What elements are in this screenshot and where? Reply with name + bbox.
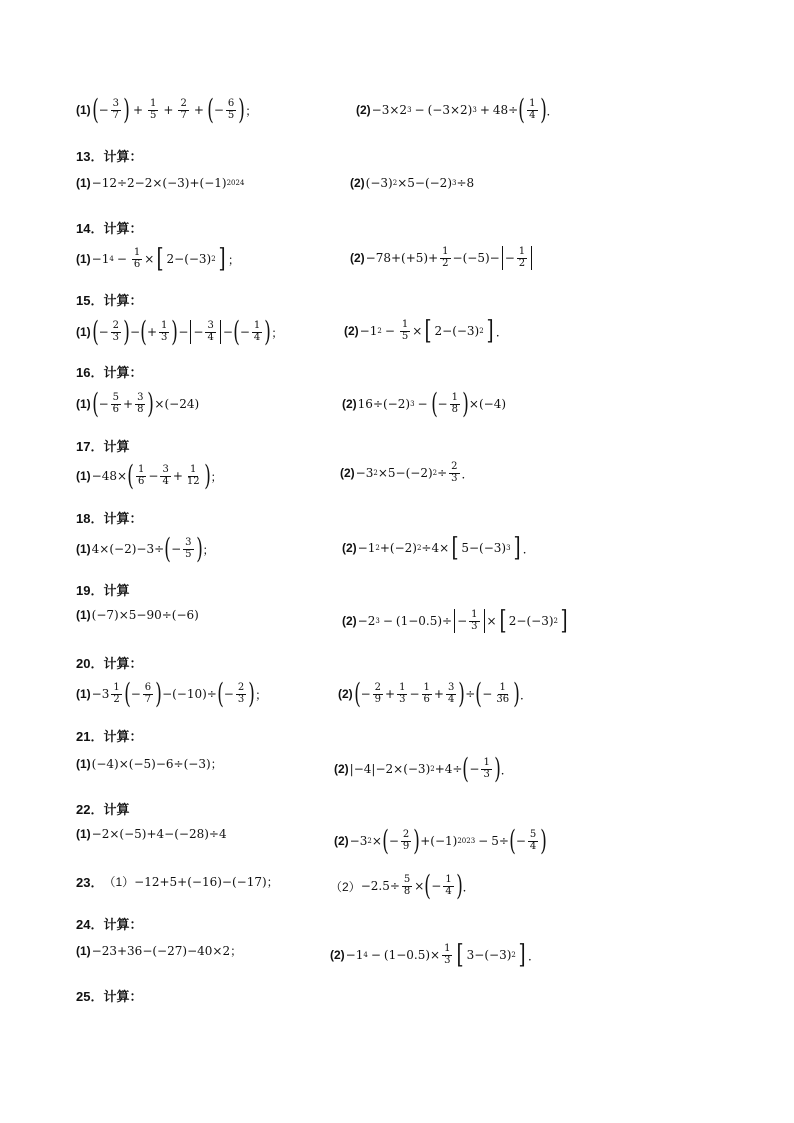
q23-part1: 23． （1） −12+5+(−16)−(−17) ； [76, 872, 279, 891]
heading-16: 16．计算： [76, 365, 143, 380]
end-mark: ； [266, 875, 279, 889]
heading-14: 14．计算： [76, 221, 143, 236]
part-label: (2) [338, 687, 353, 701]
part-label: (2) [350, 251, 365, 265]
q24-part1: (1) −23+36−(−27)−40×2 ； [76, 943, 243, 958]
end-mark: ； [210, 469, 223, 484]
q17-part1: (1) −48× ( 1 6 − 3 4 + 1 12 ) ； [76, 459, 223, 492]
q20-part2: (2) ( − 2 9 + 1 3 − 1 6 + 3 4 ) ÷ ( − 1 36 ) ． [338, 677, 533, 710]
end-mark: ． [462, 879, 475, 894]
part-label: （2） [330, 879, 361, 894]
end-mark: ． [546, 103, 559, 118]
q17-part2: (2) −3 2 ×5−(−2) 2 ÷ 2 3 ． [340, 461, 474, 484]
heading-23: 23． [76, 875, 104, 890]
part-label: (2) [334, 834, 349, 848]
q22-part2: (2) −3 2 × ( − 2 9 ) +(−1) 2023 − 5÷ ( − 5 4 ) [334, 824, 548, 857]
q20-part1: (1) −3 1 2 ( − 6 7 ) −(−10)÷ ( − 2 3 ) ； [76, 677, 268, 710]
part-label: (1) [76, 397, 91, 411]
end-mark: ． [461, 466, 474, 481]
part-label: (2) [342, 614, 357, 628]
part-label: (2) [330, 948, 345, 962]
q14-part2: (2) −78+(+5)+ 1 2 −(−5)− − 1 2 [350, 246, 534, 270]
heading-17: 17．计算 [76, 439, 130, 454]
heading-18: 18．计算： [76, 511, 143, 526]
part-label: (1) [76, 827, 91, 841]
part-label: (2) [350, 176, 365, 190]
part-label: (2) [344, 324, 359, 338]
q13-part2: (2) (−3) 2 ×5−(−2) 3 ÷8 [350, 176, 475, 190]
end-mark: ； [230, 944, 243, 958]
part-label: (2) [334, 762, 349, 776]
heading-13: 13．计算： [76, 149, 143, 164]
part-label: (1) [76, 756, 91, 771]
q21-part1: (1) (−4)×(−5)−6÷(−3) ； [76, 756, 223, 771]
q16-part1: (1) ( − 5 6 + 3 8 ) ×(−24) [76, 387, 200, 420]
part-label: (1) [76, 608, 91, 622]
part-label: （1） [103, 875, 135, 889]
q24-part2: (2) −1 4 − (1−0.5)× $\frac{1}{3}$ [ 3−(−3) 2 ] ． [330, 940, 541, 970]
end-mark: ． [520, 687, 533, 702]
end-mark: ． [500, 762, 513, 777]
part-label: (1) [76, 325, 91, 339]
end-mark: ； [255, 687, 268, 702]
end-mark: ． [522, 541, 535, 556]
q15-part2: (2) −1 2 − $\frac{1}{5}$ × [ 2−(−3) 2 ] ． [344, 316, 508, 346]
q18-part2: (2) −1 2 +(−2) 2 ÷4× [ 5−(−3) 3 ] ． [342, 533, 535, 563]
q18-part1: (1) 4×(−2)−3÷ ( − 3 5 ) ； [76, 532, 215, 565]
heading-19: 19．计算 [76, 583, 130, 598]
heading-22: 22．计算 [76, 802, 130, 817]
q15-part1: (1) ( − 2 3 ) − ( + 1 3 ) − − 3 4 − ( − 1 4 ) ； [76, 315, 284, 348]
heading-25: 25．计算： [76, 989, 143, 1004]
q22-part1: (1) −2×(−5)+4−(−28)÷4 [76, 827, 227, 841]
part-label: (2) [356, 103, 371, 117]
part-label: (1) [76, 943, 91, 958]
heading-15: 15．计算： [76, 293, 143, 308]
part-label: (2) [340, 466, 355, 480]
end-mark: ； [227, 252, 240, 267]
part-label: (1) [76, 542, 91, 556]
part-label: (1) [76, 103, 91, 117]
q19-part1: (1) (−7)×5−90÷(−6) [76, 608, 199, 622]
part-label: (1) [76, 176, 91, 190]
heading-24: 24．计算： [76, 917, 143, 932]
end-mark: ； [271, 325, 284, 340]
q12-part1: (1) ( − 3 7 ) + $\frac{1}{5}$ + $\frac{2}{7}$ + ( − 6 5 ) ； [76, 93, 258, 126]
end-mark: ； [210, 757, 223, 771]
part-label: (1) [76, 469, 91, 483]
q19-part2: (2) −2 3 − (1−0.5)÷ − 1 3 × [ 2−(−3) 2 ] [342, 606, 568, 636]
part-label: (1) [76, 252, 91, 266]
part-label: (1) [76, 687, 91, 701]
q16-part2: (2) 16÷(−2) 3 − ( − 1 8 ) ×(−4) [342, 387, 507, 420]
end-mark: ； [245, 103, 258, 118]
end-mark: ． [528, 948, 541, 963]
end-mark: ； [202, 542, 215, 557]
q12-part2: (2) −3×2 3 − (−3×2) 3 + 48÷ ( 1 4 ) ． [356, 93, 559, 126]
part-label: (2) [342, 397, 357, 411]
q14-part1: (1) −1 4 − $\frac{1}{6}$ × [ 2−(−3) 2 ] ； [76, 244, 240, 274]
q13-part1: (1) −12÷2−2×(−3)+(−1) 2024 [76, 176, 245, 190]
heading-20: 20．计算： [76, 656, 143, 671]
part-label: (2) [342, 541, 357, 555]
heading-21: 21．计算： [76, 729, 143, 744]
q23-part2: （2） −2.5÷ 5 8 × ( − 1 4 ) ． [330, 869, 475, 902]
end-mark: ． [495, 324, 508, 339]
q21-part2: (2) |−4|−2×(−3) 2 +4÷ ( − 1 3 ) ． [334, 752, 513, 785]
